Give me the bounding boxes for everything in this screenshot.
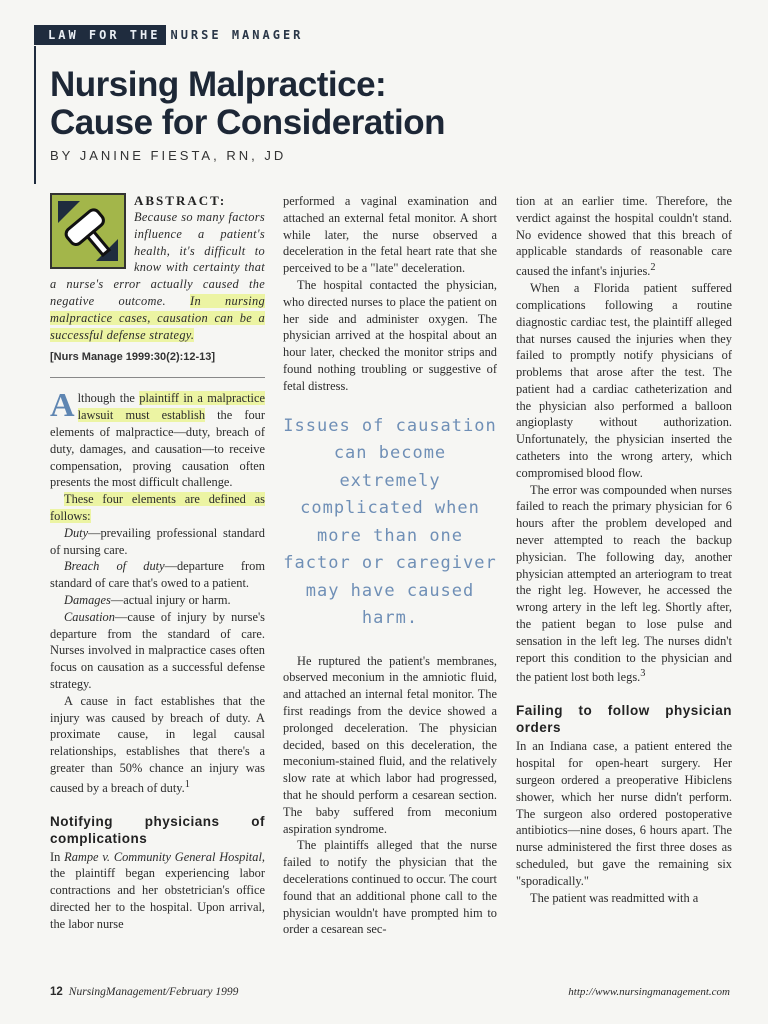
- definition-causation: [50, 609, 265, 693]
- paragraph: The hospital contacted the physician, who directed nurses to place the patient on her side and administer oxygen. The physician arrived at the hospital about an hour later, checked the monitor strips and found nothing troubling or suggestive of fetal distress.: [283, 277, 497, 393]
- header-dark-label: LAW FOR THE: [34, 25, 166, 45]
- divider: [50, 377, 265, 378]
- paragraph: In an Indiana case, a patient entered the hospital for open-heart surgery. Her surgeon ordered a preoperative Hibiclens shower, which her nurse didn't perform. The surgeon also ordered postoperative antibiotics—nine doses, 6 hours apart. The nurse administered the first three doses as scheduled, but gave the remaining six "sporadically.": [516, 739, 732, 888]
- header-light-label: NURSE MANAGER: [170, 28, 304, 42]
- publication-name: NursingManagement/February 1999: [68, 986, 239, 998]
- vertical-rule: [34, 46, 36, 184]
- section-header: [34, 24, 303, 46]
- paragraph: [50, 849, 265, 933]
- elements-intro: These four elements are defined as follows:: [50, 492, 265, 523]
- paragraph: The plaintiffs alleged that the nurse failed to notify the physician that the decelerations continued to occur. The court found that an additional phone call to the physician wouldn't have prompted him to order a cesarean sec-: [283, 838, 497, 937]
- footnote-ref: 2: [650, 262, 656, 274]
- paragraph-text: tion at an earlier time. Therefore, the verdict against the hospital couldn't stand. No evidence showed that this breach of applicable standards of reasonable care caused the infant's injuries.: [516, 194, 732, 279]
- column-2: [283, 193, 497, 938]
- intro-highlight: plaintiff in a malpractice lawsuit must establish: [77, 391, 265, 423]
- definition: —actual injury or harm.: [110, 592, 231, 607]
- subheading: Notifying physicians of complications: [50, 813, 265, 846]
- footnote-ref: 1: [184, 778, 190, 790]
- case-name: Rampe v. Community General Hospital: [64, 849, 262, 864]
- definition: —prevailing professional standard of nursing care.: [50, 525, 265, 557]
- citation: [Nurs Manage 1999:30(2):12-13]: [50, 351, 216, 364]
- paragraph: When a Florida patient suffered complications following a routine diagnostic cardiac test, the plaintiff alleged that nurses caused the injuries when they failed to promptly notify physicians of problems that arose after the test. The patient had a cardiac catheterization and the physician also performed a balloon angioplasty without authorization. Unfortunately, the physician inserted the catheters into the wrong artery, which compromised blood flow.: [516, 281, 732, 480]
- article-title: [50, 66, 445, 142]
- paragraph-text: In: [50, 849, 65, 864]
- footer-left: [50, 986, 238, 998]
- drop-cap: A: [50, 387, 75, 425]
- intro-paragraph: [50, 387, 265, 491]
- paragraph: performed a vaginal examination and attached an external fetal monitor. A short while later, the nurse observed a deceleration in the fetal heart rate that she perceived to be a "late" deceleration.: [283, 194, 497, 276]
- term: Damages: [64, 592, 111, 607]
- definition-duty: [50, 525, 265, 559]
- term: Breach of duty: [64, 559, 165, 574]
- gavel-icon: [50, 193, 126, 269]
- page-number: 12: [50, 986, 63, 998]
- paragraph: [516, 193, 732, 280]
- paragraph: The patient was readmitted with a: [530, 890, 699, 905]
- column-1: [50, 193, 265, 933]
- pull-quote: Issues of causation can become extremely complicated when more than one factor or caregiver may have caused harm.: [283, 415, 497, 629]
- paragraph: [50, 693, 265, 797]
- abstract-highlight: In nursing malpractice cases, causation can be a successful defense strategy.: [50, 293, 266, 342]
- title-line-1: Nursing Malpractice:: [50, 65, 387, 104]
- column-3: [516, 193, 732, 906]
- abstract-body: Because so many factors influence a patient's health, it's difficult to know with certainty that a nurse's error actually caused the negative outcome.: [50, 210, 265, 308]
- paragraph: [516, 482, 732, 687]
- definition-breach: [50, 558, 265, 592]
- paragraph-text: The error was compounded when nurses failed to reach the primary physician for 6 hours after the problem developed and never attempted to reach the backup physician. The following day, another physician attempted an arteriogram to treat the right leg. However, he accessed the wrong artery in the left leg. Shortly after, the patient began to lose pulse and sensation in the left leg. The nurses didn't report this condition to the physician and the patient lost both legs.: [516, 482, 732, 685]
- abstract-heading: ABSTRACT:: [134, 193, 227, 208]
- definition: —departure from standard of care that's owed to a patient.: [50, 559, 265, 591]
- definition: —cause of injury by nurse's departure from the standard of care. Nurses involved in malpractice cases often focus on causation as a successful defense strategy.: [50, 609, 265, 691]
- term: Causation: [64, 609, 115, 624]
- term: Duty: [64, 525, 89, 540]
- abstract-block: [50, 193, 265, 363]
- intro-text-1: lthough the: [77, 391, 140, 406]
- paragraph-text: , the plaintiff began experiencing labor contractions and her obstetrician's office directed her to the hospital. Upon arrival, the labor nurse: [50, 849, 265, 931]
- footer-url[interactable]: http://www.nursingmanagement.com: [568, 986, 730, 998]
- paragraph: He ruptured the patient's membranes, observed meconium in the amniotic fluid, and attached an internal fetal monitor. The first readings from the device showed a prolonged deceleration. The physician decided, based on this deceleration, the meconium-stained fluid, and the relatively slow rate at which labor had progressed, that he should perform a cesarean section. The baby suffered from meconium aspiration syndrome.: [283, 653, 497, 836]
- paragraph: [50, 491, 265, 525]
- paragraph-text: A cause in fact establishes that the injury was caused by breach of duty. A proximate cause, in legal causal relationships, establishes that there's a greater than 50% chance an injury was caused by a breach of duty.: [50, 693, 265, 795]
- title-line-2: Cause for Consideration: [50, 103, 445, 142]
- definition-damages: [50, 592, 265, 609]
- subheading: Failing to follow physician orders: [516, 703, 732, 736]
- footnote-ref: 3: [640, 668, 646, 680]
- intro-text-2: the four elements of malpractice—duty, breach of duty, damages, and causation—to receive compensation, proving causation often presents the most difficult challenge.: [50, 408, 265, 490]
- byline: BY JANINE FIESTA, RN, JD: [50, 148, 287, 163]
